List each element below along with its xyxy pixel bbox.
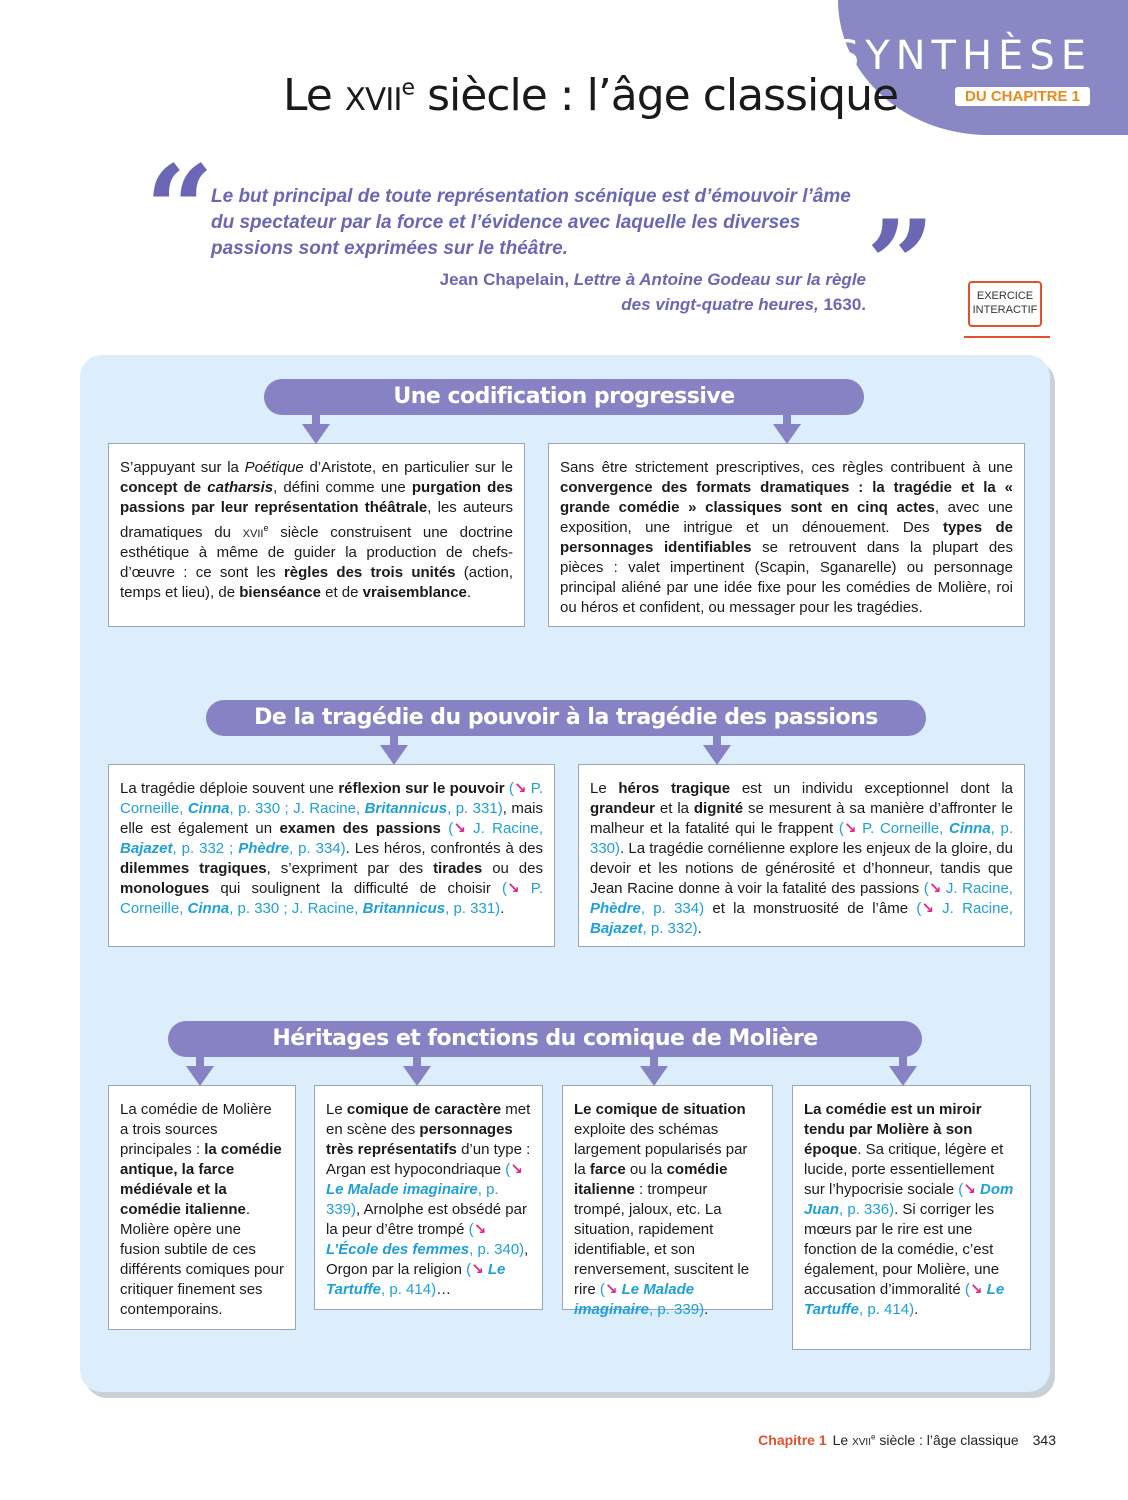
arrow-down-icon	[703, 745, 731, 765]
section-banner-tragedie: De la tragédie du pouvoir à la tragédie des passions	[206, 700, 926, 736]
open-quote-icon: “	[145, 139, 215, 280]
arrow-down-icon	[773, 424, 801, 444]
arrow-down-icon	[889, 1066, 917, 1086]
epigraph-quote: Le but principal de toute représentation scénique est d’émouvoir l’âme du spectateur par la force et l’évidence avec laquelle les diverses passions sont exprimées sur le théâtre.	[211, 186, 851, 259]
close-quote-icon: ”	[866, 194, 936, 335]
interactive-exercise-button[interactable]: EXERCICE INTERACTIF	[968, 281, 1042, 327]
footer-chapter: Chapitre 1	[758, 1432, 827, 1448]
page-number: 343	[1032, 1432, 1056, 1448]
arrow-down-icon	[380, 745, 408, 765]
section-banner-codification: Une codification progressive	[264, 379, 864, 415]
tragedie-box-left: La tragédie déploie souvent une réflexion sur le pouvoir (↘ P. Corneille, Cinna, p. 330 ; J. Racine, Britannicus, p. 331), mais elle est également un examen des passions (↘ J. Racine, Bajazet, p. 332 ; Phèdre, p. 334). Les héros, confrontés à des dilemmes tragiques, s’expriment par des tirades ou des monologues qui soulignent la difficulté de choisir (↘ P. Corneille, Cinna, p. 330 ; J. Racine, Britannicus, p. 331).	[108, 764, 555, 947]
section-banner-comique: Héritages et fonctions du comique de Molière	[168, 1021, 922, 1057]
codification-box-right: Sans être strictement prescriptives, ces règles contribuent à une convergence des formats dramatiques : la tragédie et la « grande comédie » classiques sont en cinq actes, avec une exposition, une intrigue et un dénouement. Des types de personnages identifiables se retrouvent dans la plupart des pièces : valet impertinent (Scapin, Sganarelle) ou personnage principal aliéné par une idée fixe pour les comédies de Molière, roi ou héros et confident, ou messager pour les tragédies.	[548, 443, 1025, 627]
exercise-underline	[964, 336, 1050, 338]
comique-box-miroir: La comédie est un miroir tendu par Molière à son époque. Sa critique, légère et lucide, porte essentiellement sur l’hypocrisie sociale (↘ Dom Juan, p. 336). Si corriger les mœurs par le rire est une fonction de la comédie, c’est également, pour Molière, une accusation d’immoralité (↘ Le Tartuffe, p. 414).	[792, 1085, 1031, 1350]
comique-box-caractere: Le comique de caractère met en scène des personnages très représentatifs d’un type : Argan est hypocondriaque (↘ Le Malade imaginaire, p. 339), Arnolphe est obsédé par la peur d’être trompé (↘ L’École des femmes, p. 340), Orgon par la religion (↘ Le Tartuffe, p. 414)…	[314, 1085, 543, 1310]
arrow-down-icon	[403, 1066, 431, 1086]
tragedie-box-right: Le héros tragique est un individu exceptionnel dont la grandeur et la dignité se mesurent à sa manière d’affronter le malheur et la fatalité qui le frappent (↘ P. Corneille, Cinna, p. 330). La tragédie cornélienne explore les enjeux de la gloire, du devoir et les notions de générosité et d’honneur, tandis que Jean Racine donne à voir la fatalité des passions (↘ J. Racine, Phèdre, p. 334) et la monstruosité de l’âme (↘ J. Racine, Bajazet, p. 332).	[578, 764, 1025, 947]
arrow-down-icon	[186, 1066, 214, 1086]
page-title: Le xvii$^e$ siècle : l’âge classique	[283, 70, 899, 121]
page-footer: Chapitre 1 Le xvii$^e$ siècle : l’âge classique 343	[758, 1432, 1056, 1448]
chapter-badge: DU CHAPITRE 1	[955, 87, 1090, 106]
synthesis-label: SYNTHÈSE	[833, 33, 1092, 79]
comique-box-situation: Le comique de situation exploite des schémas largement popularisés par la farce ou la comédie italienne : trompeur trompé, jaloux, etc. La situation, rapidement identifiable, et son renversement, suscitent le rire (↘ Le Malade imaginaire, p. 339).	[562, 1085, 773, 1310]
codification-box-left: S’appuyant sur la Poétique d’Aristote, en particulier sur le concept de catharsis, défini comme une purgation des passions par leur représentation théâtrale, les auteurs dramatiques du xvii$^e$ siècle construisent une doctrine esthétique à même de guider la production de chefs-d’œuvre : ce sont les règles des trois unités (action, temps et lieu), de bienséance et de vraisemblance.	[108, 443, 525, 627]
comique-box-sources: La comédie de Molière a trois sources principales : la comédie antique, la farce médiévale et la comédie italienne. Molière opère une fusion subtile de ces différents comiques pour critiquer finement ses contemporains.	[108, 1085, 296, 1330]
quote-attribution: Jean Chapelain, Lettre à Antoine Godeau sur la règle des vingt-quatre heures, 1630.	[439, 270, 866, 314]
arrow-down-icon	[302, 424, 330, 444]
arrow-down-icon	[640, 1066, 668, 1086]
